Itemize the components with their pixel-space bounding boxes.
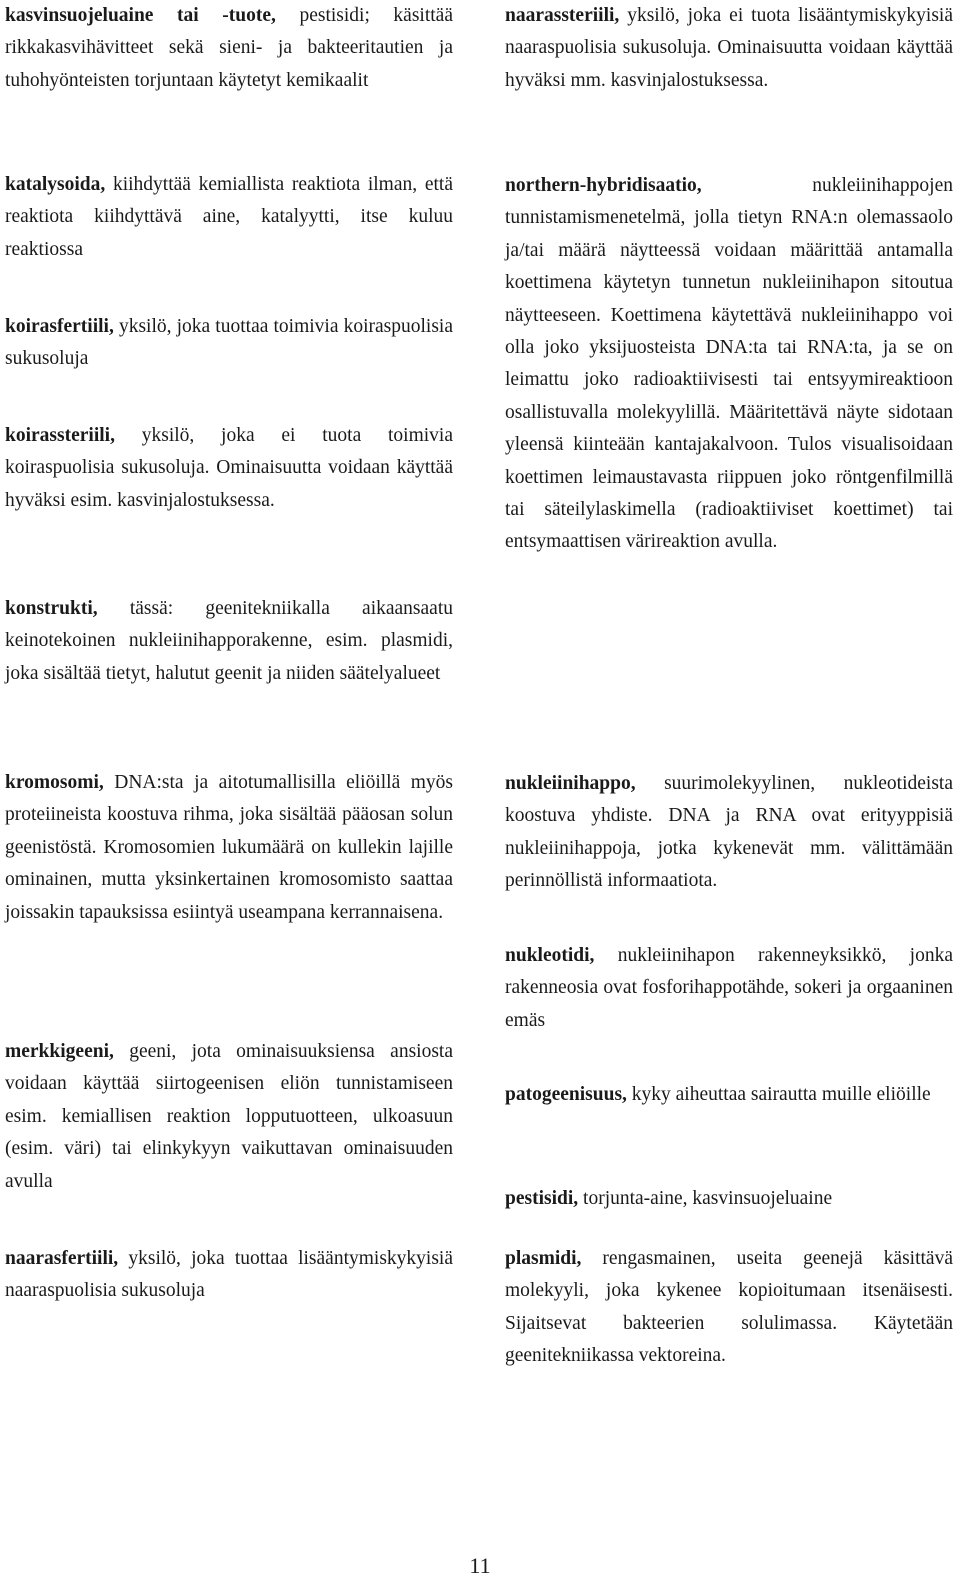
- glossary-term: patogeenisuus,: [505, 1084, 627, 1105]
- glossary-entry-nukleotidi: [505, 940, 953, 1037]
- glossary-entry-pestisidi: [505, 1183, 953, 1215]
- glossary-definition: torjunta-aine, kasvinsuojeluaine: [578, 1188, 833, 1209]
- glossary-definition: rengasmainen, useita geenejä käsittävä molekyyli, joka kykenee kopioitumaan itsenäisesti. Sijaitsevat bakteerien solulimassa. Käytetään geenitekniikassa vektoreina.: [505, 1248, 953, 1367]
- glossary-entry-katalysoida: [5, 169, 453, 266]
- glossary-definition: yksilö, joka tuottaa lisääntymiskykyisiä naaraspuolisia sukusoluja: [5, 1248, 453, 1302]
- glossary-term: nukleotidi,: [505, 945, 595, 966]
- glossary-term: koirasfertiili,: [5, 316, 114, 337]
- glossary-definition: nukleiinihapon rakenneyksikkö, jonka rakenneosia ovat fosforihappotähde, sokeri ja orgaaninen emäs: [505, 945, 953, 1031]
- glossary-definition: nukleiinihappojen tunnistamismenetelmä, jolla tietyn RNA:n olemassaolo ja/tai määrä näytteessä voidaan määrittää antamalla koettimena käytetyn tunnetun nukleiinihapon sitoutua näytteeseen. Koettimena käytettävä nukleiinihappo voi olla joko yksijuosteista DNA:ta tai RNA:ta, ja se on leimattu joko radioaktiivisesti tai entsyymireaktioon osallistuvalla molekyylillä. Määritettävä näyte sidotaan yleensä kiinteään kantajakalvoon. Tulos visualisoidaan koettimen leimaustavasta riippuen joko röntgenfilmillä tai säteilylaskimella (radioaktiiviset koettimet) tai entsymaattisen värireaktion avulla.: [505, 175, 953, 553]
- glossary-definition: kiihdyttää kemiallista reaktiota ilman, että reaktiota kiihdyttävä aine, katalyytti, itse kuluu reaktiossa: [5, 174, 453, 260]
- glossary-definition: yksilö, joka ei tuota lisääntymiskykyisiä naaraspuolisia sukusoluja. Ominaisuutta voidaan käyttää hyväksi mm. kasvinjalostuksessa.: [505, 5, 953, 91]
- glossary-term: kromosomi,: [5, 772, 104, 793]
- glossary-definition: suurimolekyylinen, nukleotideista koostuva yhdiste. DNA ja RNA ovat erityyppisiä nukleiinihappoja, jotka kykenevät mm. välittämään perinnöllistä informaatiota.: [505, 773, 953, 892]
- glossary-term: merkkigeeni,: [5, 1041, 114, 1062]
- glossary-definition: geeni, jota ominaisuuksiensa ansiosta voidaan käyttää siirtogeenisen eliön tunnistamiseen esim. kemiallisen reaktion lopputuotteen, ulkoasuun (esim. väri) tai elinkykyyn vaikuttavan ominaisuuden avulla: [5, 1041, 453, 1192]
- glossary-term: naarassteriili,: [505, 5, 620, 26]
- glossary-term: nukleiinihappo,: [505, 773, 636, 794]
- glossary-definition: yksilö, joka ei tuota toimivia koiraspuolisia sukusoluja. Ominaisuutta voidaan käyttää hyväksi esim. kasvinjalostuksessa.: [5, 425, 453, 511]
- glossary-term: konstrukti,: [5, 598, 98, 619]
- glossary-entry-kromosomi: [5, 767, 453, 929]
- glossary-definition: yksilö, joka tuottaa toimivia koiraspuolisia sukusoluja: [5, 316, 453, 370]
- glossary-term: katalysoida,: [5, 174, 106, 195]
- page-number: 11: [469, 1553, 491, 1578]
- glossary-definition: tässä: geenitekniikalla aikaansaatu keinotekoinen nukleiinihapporakenne, esim. plasmidi, joka sisältää tietyt, halutut geenit ja niiden säätelyalueet: [5, 598, 453, 684]
- glossary-entry-northern-hybridisaatio: [505, 170, 953, 559]
- glossary-term: naarasfertiili,: [5, 1248, 119, 1269]
- glossary-entry-patogeenisuus: [505, 1079, 953, 1111]
- glossary-entry-koirassteriili: [5, 420, 453, 517]
- glossary-term: kasvinsuojeluaine tai -tuote,: [5, 5, 276, 26]
- glossary-entry-naarasfertiili: [5, 1243, 453, 1308]
- glossary-entry-kasvinsuojeluaine: [5, 0, 453, 97]
- glossary-entry-koirasfertiili: [5, 311, 453, 376]
- glossary-entry-nukleiinihappo: [505, 768, 953, 898]
- glossary-term: pestisidi,: [505, 1188, 579, 1209]
- glossary-definition: pestisidi; käsittää rikkakasvihävitteet sekä sieni- ja bakteeritautien ja tuhohyönteisten torjuntaan käytetyt kemikaalit: [5, 5, 453, 91]
- glossary-term: plasmidi,: [505, 1248, 582, 1269]
- glossary-definition: DNA:sta ja aitotumallisilla eliöillä myös proteiineista koostuva rihma, joka sisältää pääosan solun geenistöstä. Kromosomien lukumäärä on kullekin lajille ominainen, mutta yksinkertainen kromosomisto saattaa joissakin tapauksissa esiintyä useampana kerrannaisena.: [5, 772, 453, 923]
- glossary-entry-konstrukti: [5, 593, 453, 690]
- glossary-term: northern-hybridisaatio,: [505, 175, 702, 196]
- glossary-entry-plasmidi: [505, 1243, 953, 1373]
- glossary-definition: kyky aiheuttaa sairautta muille eliöille: [626, 1084, 931, 1105]
- glossary-term: koirassteriili,: [5, 425, 115, 446]
- glossary-entry-naarassteriili: [505, 0, 953, 97]
- glossary-entry-merkkigeeni: [5, 1036, 453, 1198]
